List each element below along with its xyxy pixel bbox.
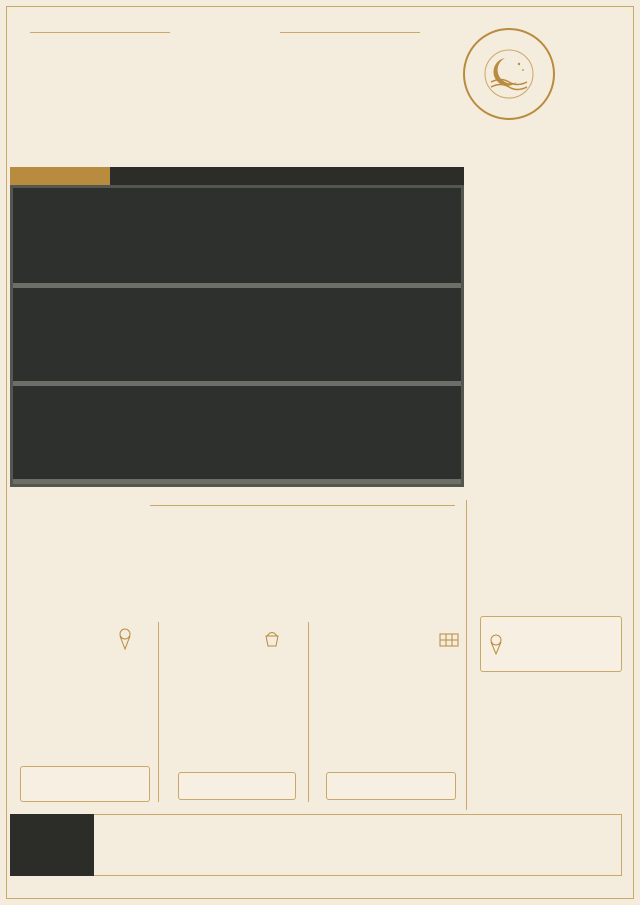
flavour-section-label <box>10 167 110 185</box>
seal-logo <box>463 28 555 120</box>
divider <box>308 622 309 802</box>
shelf <box>13 283 461 288</box>
divider <box>466 500 467 810</box>
serving-size-panel <box>480 616 622 672</box>
divider <box>158 622 159 802</box>
gelato-display-case <box>10 185 464 487</box>
waffle-includes-box <box>326 772 456 800</box>
divider <box>150 505 455 506</box>
shelf <box>13 381 461 386</box>
drinks-title <box>10 814 94 876</box>
divider <box>280 32 420 33</box>
divider <box>30 32 170 33</box>
add-sauce-box <box>178 772 296 800</box>
drinks-strip <box>10 814 622 876</box>
scoop-icon <box>489 634 503 656</box>
waffle-icon <box>438 628 460 650</box>
cone-icon <box>118 628 132 650</box>
cup-icon <box>264 628 280 648</box>
moon-icon <box>465 30 553 118</box>
extra-scoop-box <box>20 766 150 802</box>
flavour-section-bar <box>10 167 464 185</box>
shelf <box>13 479 461 484</box>
